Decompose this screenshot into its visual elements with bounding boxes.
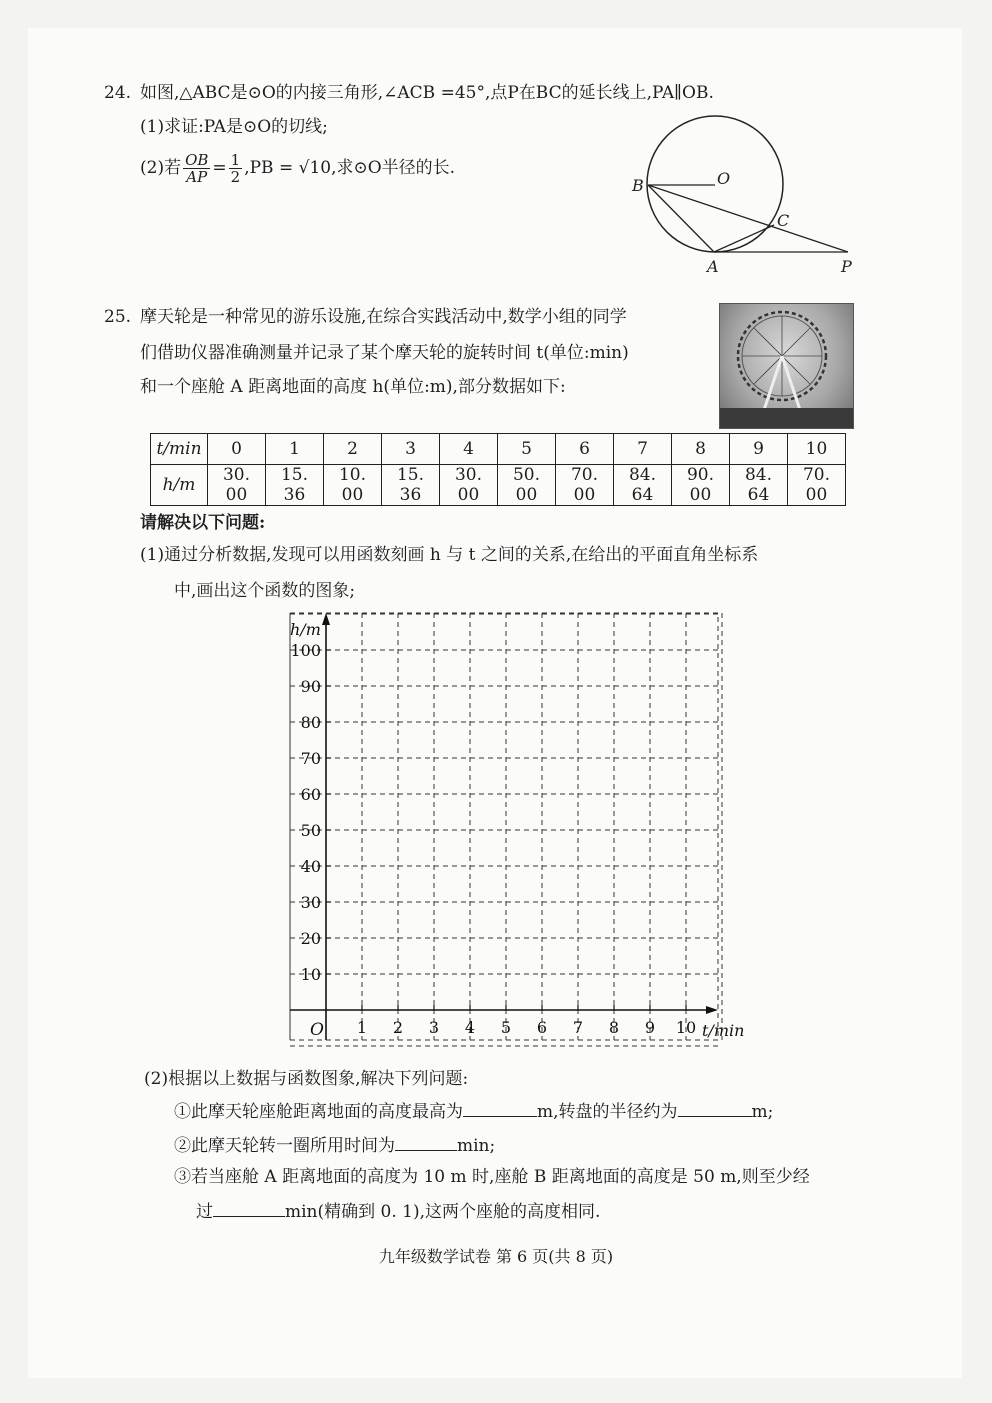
table-cell: 15. 36 [266,465,324,506]
table-cell: 5 [498,434,556,465]
table-cell: 10. 00 [324,465,382,506]
table-row [151,465,846,506]
p2-a-text3: m; [751,1102,774,1122]
y-tick-label: 80 [300,713,321,732]
q25-p2-a [174,1100,773,1123]
table-cell: 7 [614,434,672,465]
y-tick-label: 50 [300,821,321,840]
x-tick-label: 2 [392,1018,404,1037]
p2-c-text2: 过 [196,1202,213,1222]
grid-lines [290,613,722,1046]
ferris-wheel-icon [720,304,853,428]
q25-p2-b [174,1134,495,1157]
answer-blank-time[interactable] [213,1200,285,1217]
q25-p2-heading: (2)根据以上数据与函数图象,解决下列问题: [144,1069,469,1089]
y-tick-label: 90 [300,677,321,696]
table-cell: 8 [672,434,730,465]
ferris-wheel-photo [719,303,854,429]
y-tick-label: 100 [290,641,321,660]
y-tick-label: 70 [300,749,321,768]
label-c: C [777,211,790,230]
q25-line2: 们借助仪器准确测量并记录了某个摩天轮的旋转时间 t(单位:min) [140,343,629,363]
q25-line3: 和一个座舱 A 距离地面的高度 h(单位:m),部分数据如下: [140,377,566,397]
origin-label: O [310,1020,324,1040]
q24-part1: (1)求证:PA是⊙O的切线; [140,117,328,137]
x-axis-arrow [706,1006,718,1014]
data-table [150,433,846,506]
table-cell: 50. 00 [498,465,556,506]
q25-p2-c: ③若当座舱 A 距离地面的高度为 10 m 时,座舱 B 距离地面的高度是 50 m,则至少经 [174,1167,810,1187]
table-cell: 0 [208,434,266,465]
answer-blank-max-height[interactable] [463,1100,537,1117]
q24-part2-prefix: (2)若 [140,158,182,178]
frac-numerator: OB [185,151,209,169]
equals-sign: = [212,158,227,178]
solve-heading: 请解决以下问题: [140,513,266,533]
x-axis-label: t/min [702,1021,745,1040]
x-tick-label: 1 [356,1018,368,1037]
table-cell: 1 [266,434,324,465]
table-cell: 90. 00 [672,465,730,506]
coordinate-grid [280,605,760,1050]
frac-denominator: 2 [230,168,241,186]
frac-numerator: 1 [230,151,241,169]
q24-geometry-figure [620,115,870,280]
y-axis-label: h/m [290,620,321,639]
y-tick-label: 20 [300,929,321,948]
y-tick-label: 60 [300,785,321,804]
y-tick-label: 10 [300,965,321,984]
label-a: A [707,257,719,276]
q25-p1-line2: 中,画出这个函数的图象; [174,581,356,601]
q25-line1: 摩天轮是一种常见的游乐设施,在综合实践活动中,数学小组的同学 [140,307,627,327]
p2-b-text1: ②此摩天轮转一圈所用时间为 [174,1136,395,1156]
table-cell: 84. 64 [730,465,788,506]
answer-blank-radius[interactable] [678,1100,752,1117]
segment-ba [648,185,714,252]
q24-part2-suffix: ,PB = √10,求⊙O半径的长. [244,158,456,178]
q24-fraction-half [229,152,243,185]
row-label-t: t/min [151,434,208,465]
table-cell: 2 [324,434,382,465]
p2-a-text1: ①此摩天轮座舱距离地面的高度最高为 [174,1102,463,1122]
q24-fraction-ob-ap [183,152,210,185]
p2-b-text2: min; [457,1136,496,1156]
q25-p1-line1: (1)通过分析数据,发现可以用函数刻画 h 与 t 之间的关系,在给出的平面直角坐标系 [140,545,759,565]
p2-c-text3: min(精确到 0. 1),这两个座舱的高度相同. [285,1202,601,1222]
x-tick-label: 6 [536,1018,548,1037]
answer-blank-period[interactable] [395,1134,457,1151]
x-tick-label: 5 [500,1018,512,1037]
table-cell: 15. 36 [382,465,440,506]
x-tick-label: 7 [572,1018,584,1037]
x-tick-label: 8 [608,1018,620,1037]
y-tick-label: 40 [300,857,321,876]
page-footer: 九年级数学试卷 第 6 页(共 8 页) [378,1247,614,1266]
segment-ac [714,225,774,252]
row-label-h: h/m [151,465,208,506]
table-cell: 4 [440,434,498,465]
table-cell: 6 [556,434,614,465]
x-tick-label: 9 [644,1018,656,1037]
y-tick-label: 30 [300,893,321,912]
table-cell: 9 [730,434,788,465]
table-row [151,434,846,465]
table-cell: 30. 00 [440,465,498,506]
y-axis-arrow [322,613,330,625]
q24-part2 [140,152,455,185]
frac-denominator: AP [186,168,208,186]
table-cell: 70. 00 [556,465,614,506]
table-cell: 10 [788,434,846,465]
segment-bp [648,185,848,252]
label-o: O [717,169,731,188]
table-cell: 30. 00 [208,465,266,506]
p2-a-text2: m,转盘的半径约为 [537,1102,678,1122]
q24-stem: 如图,△ABC是⊙O的内接三角形,∠ACB =45°,点P在BC的延长线上,PA∥OB. [140,83,714,103]
table-cell: 3 [382,434,440,465]
grid-axes [290,613,718,1040]
x-tick-label: 3 [428,1018,440,1037]
q24-number: 24. [104,83,132,103]
q25-number: 25. [104,307,132,327]
label-p: P [841,257,852,276]
table-cell: 70. 00 [788,465,846,506]
grid-border [290,613,718,1040]
circle-o [647,116,783,252]
table-cell: 84. 64 [614,465,672,506]
q25-p2-c-line2 [196,1200,600,1223]
x-tick-label: 4 [464,1018,476,1037]
x-tick-label: 10 [675,1018,697,1037]
label-b: B [632,176,644,195]
